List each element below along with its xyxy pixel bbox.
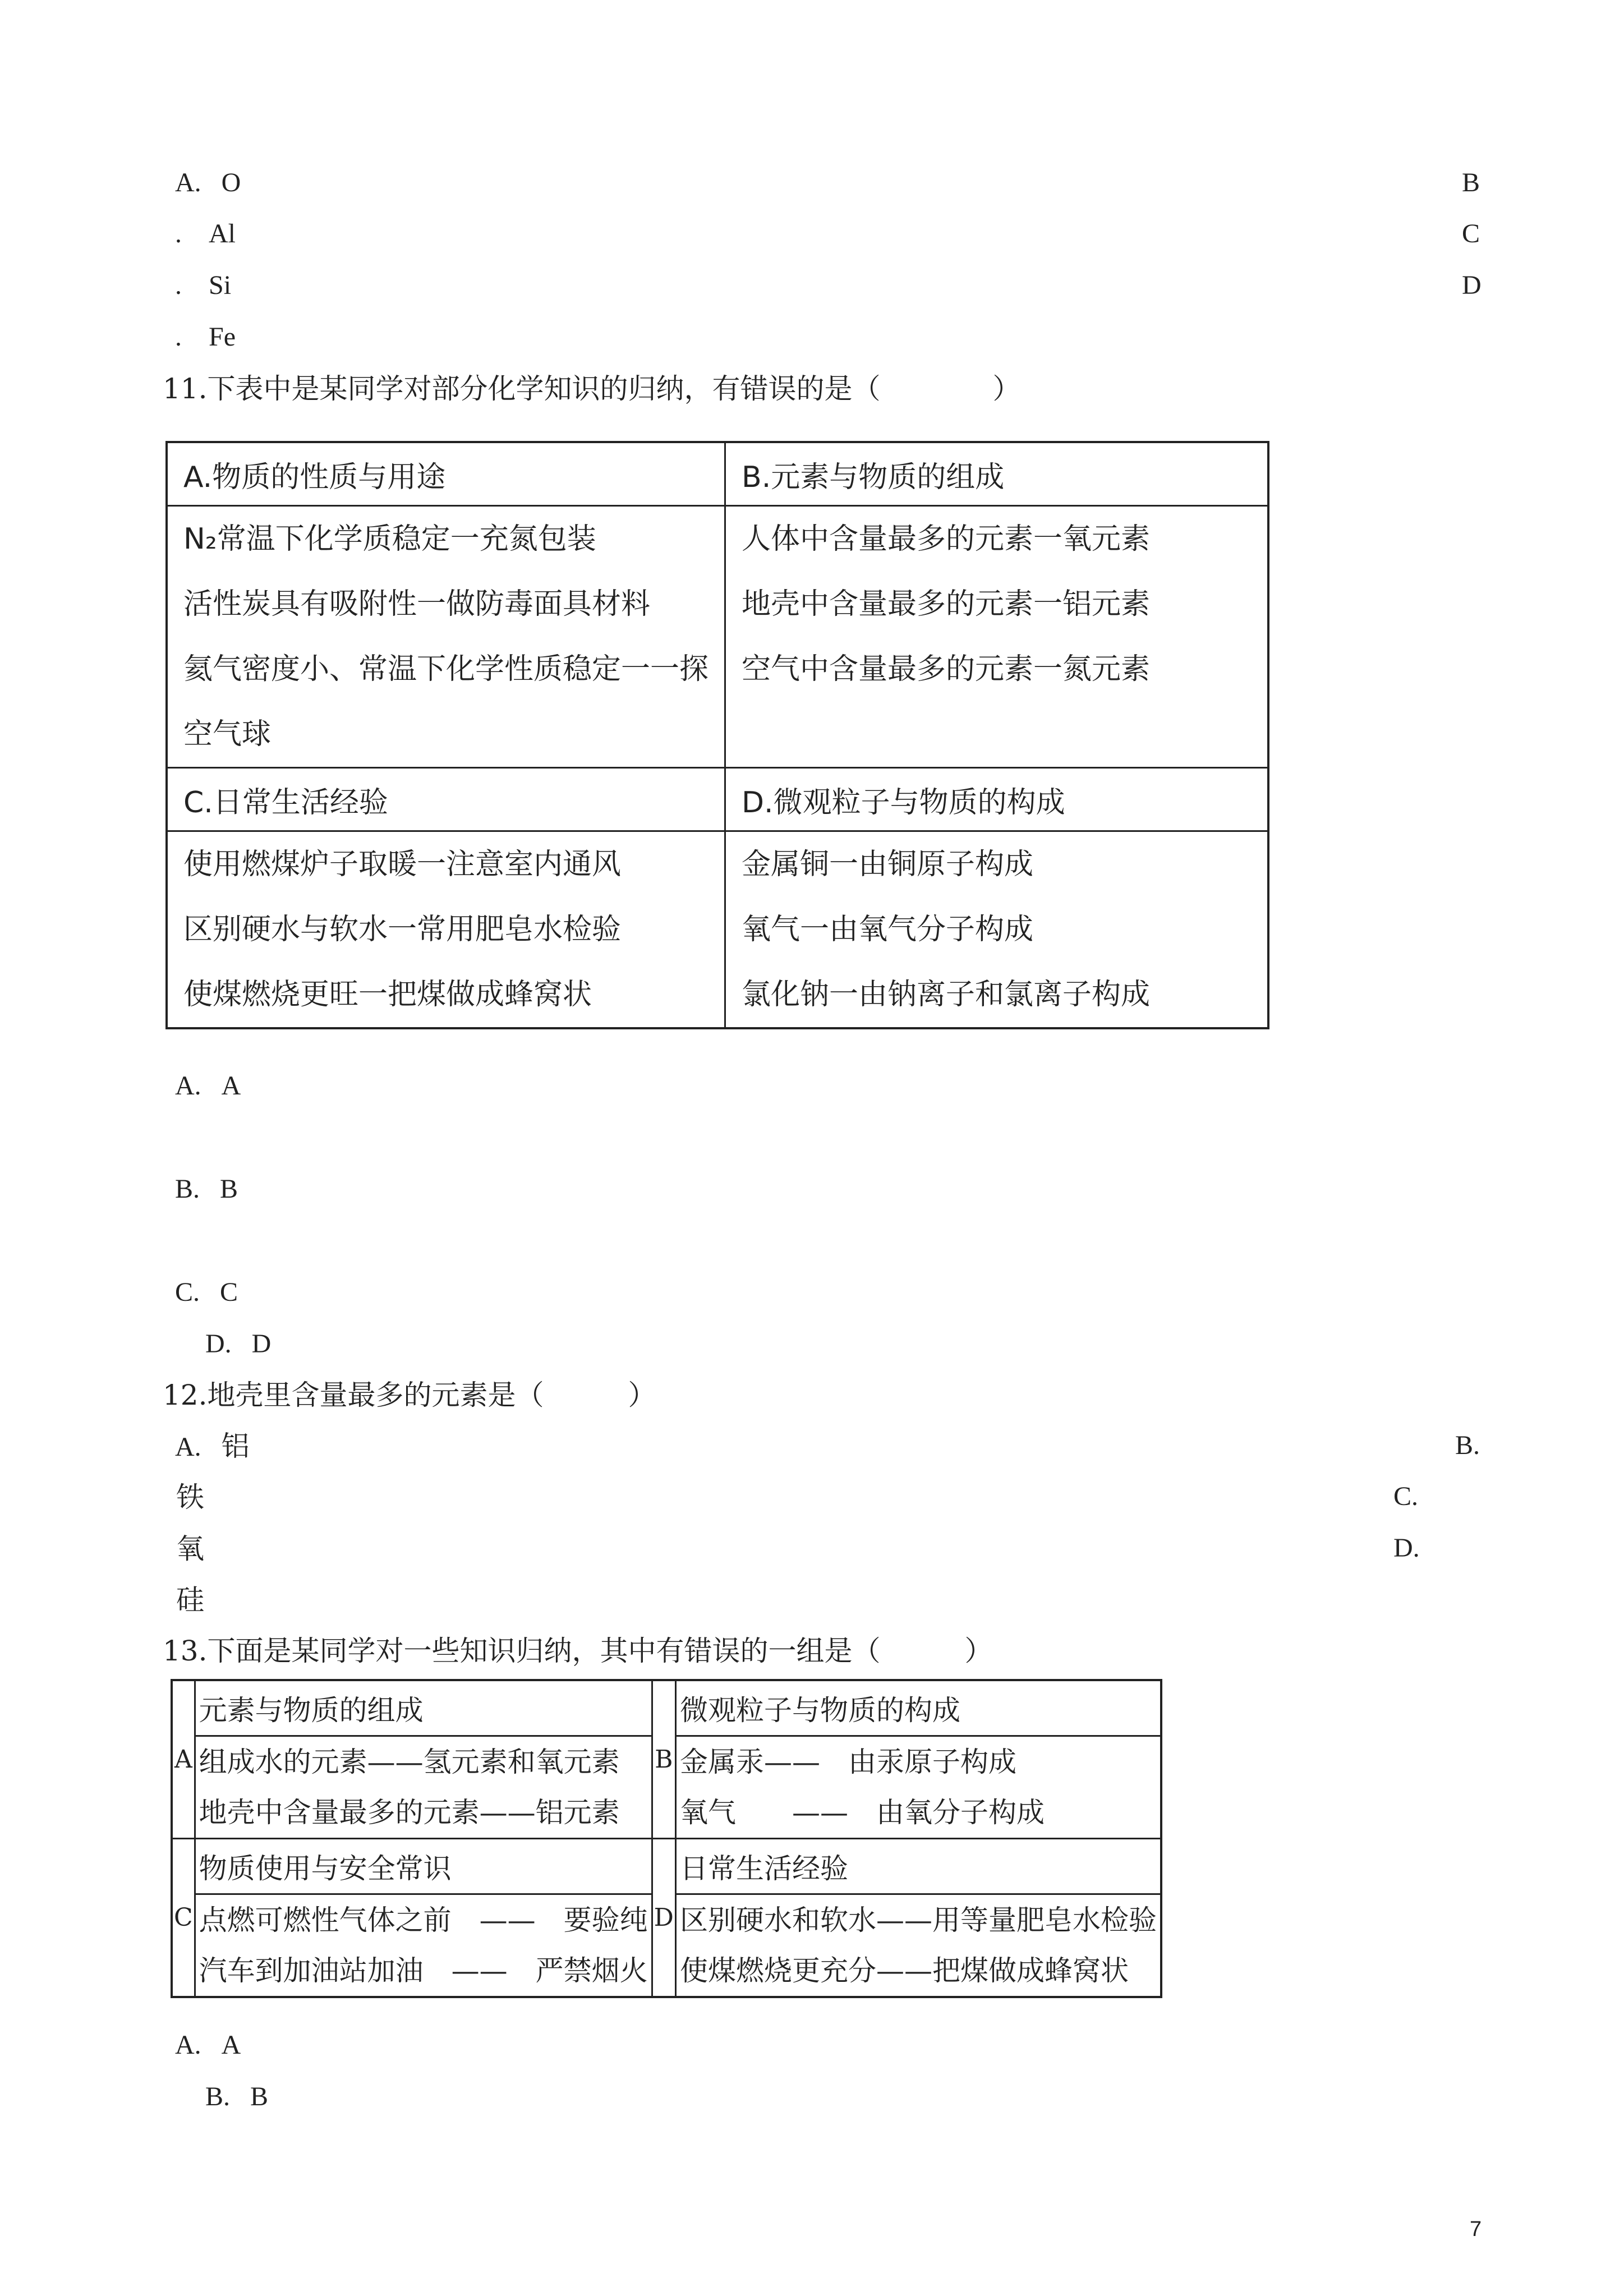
cell-a-body (167, 506, 725, 768)
cell-line: 氧气一由氧气分子构成 (742, 913, 1034, 946)
q10-option-b (175, 220, 236, 247)
option-label: A. (175, 1071, 201, 1101)
cell-line: 氧气 —— 由氧分子构成 (679, 1796, 1045, 1829)
cell-d-head: 日常生活经验 (675, 1839, 1161, 1894)
option-text: A (221, 2030, 241, 2060)
cell-c-letter: C (172, 1839, 195, 1998)
cell-b-head: B.元素与物质的组成 (725, 442, 1268, 506)
option-text: Al (209, 219, 236, 249)
option-text: B (220, 1174, 238, 1204)
option-label: B. (175, 1174, 200, 1204)
cell-b-head: 微观粒子与物质的构成 (675, 1680, 1161, 1736)
option-text: A (221, 1071, 241, 1101)
q10-option-c-label: C (1462, 219, 1480, 249)
q13-table (171, 1679, 1162, 1998)
cell-line: 地壳中含量最多的元素一铝元素 (742, 587, 1151, 621)
q10-option-c (175, 272, 231, 299)
option-dot: . (175, 322, 182, 352)
q11-option-d (205, 1331, 271, 1358)
option-text: C (220, 1277, 238, 1307)
q11-table (165, 441, 1269, 1029)
q11-stem: 11.下表中是某同学对部分化学知识的归纳，有错误的是（ ） (163, 372, 1021, 405)
cell-c-head: 物质使用与安全常识 (195, 1839, 652, 1894)
cell-d-body (725, 831, 1268, 1029)
cell-c-head: C.日常生活经验 (167, 768, 725, 831)
option-label: C. (175, 1277, 200, 1307)
option-label: A. (175, 2030, 201, 2060)
cell-b-body (675, 1736, 1161, 1839)
q12-option-b-text: 铁 (176, 1481, 204, 1513)
option-label: A. (175, 1432, 201, 1462)
q12-option-c-label: C. (1393, 1481, 1419, 1511)
cell-line: 地壳中含量最多的元素——铝元素 (199, 1796, 620, 1829)
q11-option-c (175, 1279, 238, 1306)
option-dot: . (175, 270, 182, 300)
q10-option-b-label: B (1462, 168, 1480, 197)
option-label: B. (205, 2082, 231, 2111)
cell-c-body (167, 831, 725, 1029)
option-text: Fe (209, 322, 236, 352)
q12-option-b-label: B. (1455, 1430, 1480, 1460)
q10-option-d (175, 324, 236, 351)
cell-line: 金属汞—— 由汞原子构成 (679, 1746, 1016, 1778)
cell-line: 组成水的元素——氢元素和氧元素 (199, 1746, 620, 1778)
q11-option-a (175, 1073, 241, 1099)
cell-b-body (725, 506, 1268, 768)
cell-line: 空气球 (183, 717, 272, 751)
q12-stem: 12.地壳里含量最多的元素是（ ） (163, 1379, 656, 1411)
option-text: 铝 (221, 1430, 250, 1462)
cell-line: 氯化钠一由钠离子和氯离子构成 (742, 978, 1151, 1011)
q10-option-d-label: D (1462, 270, 1482, 300)
q13-stem: 13.下面是某同学对一些知识归纳，其中有错误的一组是（ ） (163, 1635, 993, 1667)
q10-option-a (175, 169, 241, 196)
cell-line: 使煤燃烧更充分——把煤做成蜂窝状 (679, 1954, 1129, 1987)
q13-option-a (175, 2032, 241, 2059)
option-text: B (250, 2082, 269, 2111)
cell-line: 汽车到加油站加油 —— 严禁烟火 (199, 1954, 648, 1987)
cell-a-letter: A (172, 1680, 195, 1839)
cell-d-head: D.微观粒子与物质的构成 (725, 768, 1268, 831)
cell-line: 区别硬水与软水一常用肥皂水检验 (183, 913, 622, 946)
cell-d-body (675, 1894, 1161, 1998)
option-dot: . (175, 219, 182, 249)
cell-c-body (195, 1894, 652, 1998)
cell-line: 区别硬水和软水——用等量肥皂水检验 (679, 1904, 1157, 1936)
q12-option-d-text: 硅 (176, 1584, 204, 1616)
cell-line: 活性炭具有吸附性一做防毒面具材料 (183, 587, 651, 621)
cell-line: 空气中含量最多的元素一氮元素 (742, 652, 1151, 686)
cell-line: N₂常温下化学质稳定一充氮包装 (183, 522, 596, 556)
q12-option-c-text: 氧 (176, 1533, 204, 1565)
cell-line: 氦气密度小、常温下化学性质稳定一一探 (183, 652, 709, 686)
option-text: D (251, 1329, 272, 1359)
cell-line: 人体中含量最多的元素一氧元素 (742, 522, 1151, 556)
cell-line: 使用燃煤炉子取暖一注意室内通风 (183, 848, 622, 881)
q12-option-d-label: D. (1393, 1533, 1420, 1563)
q12-option-a (175, 1432, 250, 1461)
cell-b-letter: B (652, 1680, 675, 1839)
cell-a-head: A.物质的性质与用途 (167, 442, 725, 506)
cell-a-head: 元素与物质的组成 (195, 1680, 652, 1736)
cell-line: 点燃可燃性气体之前 —— 要验纯 (199, 1904, 648, 1936)
cell-d-letter: D (652, 1839, 675, 1998)
q11-option-b (175, 1176, 238, 1203)
option-label: D. (205, 1329, 232, 1359)
option-label: A. (175, 168, 201, 197)
page-number: 7 (1470, 2217, 1482, 2241)
cell-line: 使煤燃烧更旺一把煤做成蜂窝状 (183, 978, 592, 1011)
cell-line: 金属铜一由铜原子构成 (742, 848, 1034, 881)
option-text: O (221, 168, 241, 197)
option-text: Si (209, 270, 232, 300)
q13-option-b (205, 2083, 268, 2110)
cell-a-body (195, 1736, 652, 1839)
